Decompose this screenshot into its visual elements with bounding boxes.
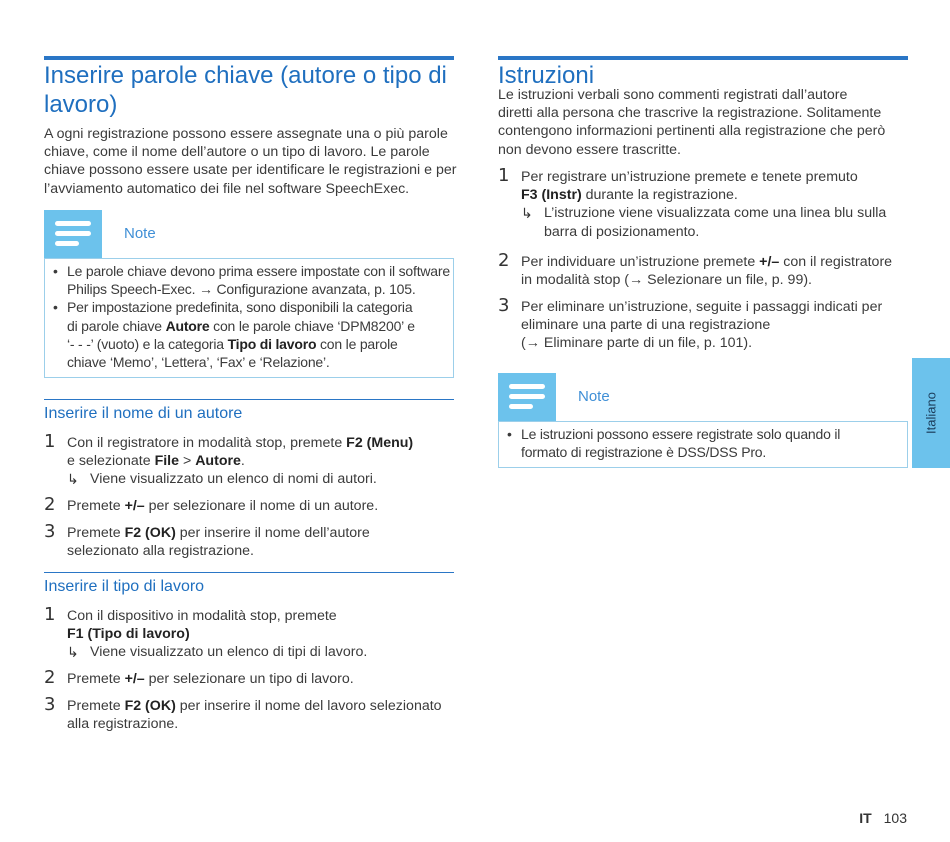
- note-line: ‘- - -’ (vuoto) e la categoria Tipo di lavoro con le parole: [67, 335, 398, 352]
- step-line: Per registrare un’istruzione premete e tenete premuto: [521, 169, 858, 185]
- note-label: Note: [578, 388, 610, 405]
- step-line: F1 (Tipo di lavoro): [67, 626, 190, 643]
- right-title: Istruzioni: [498, 62, 595, 89]
- intro-line: l’avviamento automatico dei file nel software SpeechExec.: [44, 180, 410, 197]
- step-result: ↳ L’istruzione viene visualizzata come una linea blu sulla barra di posizionamento.: [521, 205, 887, 240]
- step-number: 2: [44, 667, 56, 688]
- step-1: [44, 431, 457, 489]
- step-3: [498, 295, 911, 353]
- intro-line: contengono informazioni pertinenti alla registrazione che però: [498, 123, 886, 140]
- page-title: [44, 61, 464, 119]
- result-arrow-icon: ↳: [521, 205, 533, 222]
- note-bullet: [45, 262, 453, 298]
- note-header: [498, 373, 908, 421]
- intro-line: Le istruzioni verbali sono commenti registrati dall’autore: [498, 87, 848, 103]
- note-header: [44, 210, 454, 258]
- note-box-right: [498, 373, 908, 468]
- intro-line: chiave possono essere usate per identificare le registrazioni e per: [44, 162, 457, 179]
- note-line: • Per impostazione predefinita, sono disponibili la categoria: [67, 299, 413, 316]
- step-2: [498, 250, 911, 289]
- note-line: • Le istruzioni possono essere registrate solo quando il: [521, 426, 841, 442]
- step-number: 2: [498, 250, 510, 271]
- note-line: • Le parole chiave devono prima essere impostate con il software: [67, 263, 450, 279]
- step-line: in modalità stop (→ Selezionare un file, p. 99).: [521, 272, 812, 289]
- step-result: ↳ Viene visualizzato un elenco di tipi di lavoro.: [67, 644, 368, 661]
- step-line: Con il dispositivo in modalità stop, premete: [67, 608, 337, 624]
- intro-line: A ogni registrazione possono essere assegnate una o più parole: [44, 126, 448, 142]
- section-heading-author: Inserire il nome di un autore: [44, 405, 243, 422]
- note-icon: [44, 210, 102, 258]
- step-1: [498, 165, 911, 241]
- page-title-line2: lavoro): [44, 91, 118, 118]
- step-line: Premete F2 (OK) per inserire il nome del lavoro selezionato: [67, 698, 442, 714]
- note-label: Note: [124, 225, 156, 242]
- page-number: 103: [883, 810, 907, 826]
- right-intro: [498, 86, 918, 159]
- note-body: [44, 258, 454, 378]
- note-body: [498, 421, 908, 468]
- step-line: eliminare una parte di una registrazione: [521, 317, 771, 334]
- note-bullet: [499, 425, 907, 461]
- page-footer: [859, 810, 907, 826]
- step-line: e selezionate File > Autore.: [67, 453, 245, 470]
- note-line: chiave ‘Memo’, ‘Lettera’, ‘Fax’ e ‘Relazione’.: [67, 354, 330, 371]
- note-line: Philips Speech-Exec. → Configurazione avanzata, p. 105.: [67, 281, 416, 298]
- step-3: [44, 521, 457, 560]
- left-intro: [44, 125, 464, 198]
- step-number: 1: [44, 431, 56, 452]
- step-number: 1: [44, 604, 56, 625]
- intro-line: diretti alla persona che trascrive la registrazione. Solitamente: [498, 105, 882, 122]
- step-line: Premete F2 (OK) per inserire il nome dell’autore: [67, 525, 370, 541]
- intro-line: non devono essere trascritte.: [498, 141, 681, 158]
- result-arrow-icon: ↳: [67, 471, 79, 488]
- page-title-line1: Inserire parole chiave (autore o tipo di: [44, 62, 447, 89]
- section-rule: [44, 572, 454, 573]
- step-number: 2: [44, 494, 56, 515]
- section-heading-worktype: Inserire il tipo di lavoro: [44, 578, 205, 595]
- step-line: (→ Eliminare parte di un file, p. 101).: [521, 335, 753, 352]
- note-line: di parole chiave Autore con le parole chiave ‘DPM8200’ e: [67, 317, 415, 334]
- step-result: ↳ Viene visualizzato un elenco di nomi di autori.: [67, 471, 377, 488]
- note-box-left: [44, 210, 454, 378]
- step-1: [44, 604, 457, 662]
- step-line: Per eliminare un’istruzione, seguite i passaggi indicati per: [521, 299, 883, 315]
- step-line: F3 (Instr) durante la registrazione.: [521, 187, 738, 204]
- step-2: [44, 667, 457, 688]
- step-line: Per individuare un’istruzione premete +/– con il registratore: [521, 254, 893, 270]
- step-line: Premete +/– per selezionare il nome di un autore.: [67, 498, 379, 514]
- note-line: formato di registrazione è DSS/DSS Pro.: [521, 444, 767, 461]
- intro-line: chiave, come il nome dell’autore o un tipo di lavoro. Le parole: [44, 144, 430, 161]
- step-3: [44, 694, 457, 733]
- step-line: Con il registratore in modalità stop, premete F2 (Menu): [67, 435, 414, 451]
- right-top-rule: [498, 56, 908, 60]
- note-bullet: [45, 298, 453, 371]
- step-2: [44, 494, 457, 515]
- step-line: alla registrazione.: [67, 716, 179, 733]
- note-icon: [498, 373, 556, 421]
- step-line: Premete +/– per selezionare un tipo di lavoro.: [67, 671, 354, 687]
- step-number: 3: [44, 694, 56, 715]
- step-number: 3: [44, 521, 56, 542]
- step-number: 3: [498, 295, 510, 316]
- step-line: selezionato alla registrazione.: [67, 543, 254, 560]
- step-number: 1: [498, 165, 510, 186]
- language-tab-label: Italiano: [923, 392, 939, 434]
- result-arrow-icon: ↳: [67, 644, 79, 661]
- footer-language: IT: [859, 810, 872, 826]
- section-rule: [44, 399, 454, 400]
- language-tab: [912, 358, 950, 468]
- left-top-rule: [44, 56, 454, 60]
